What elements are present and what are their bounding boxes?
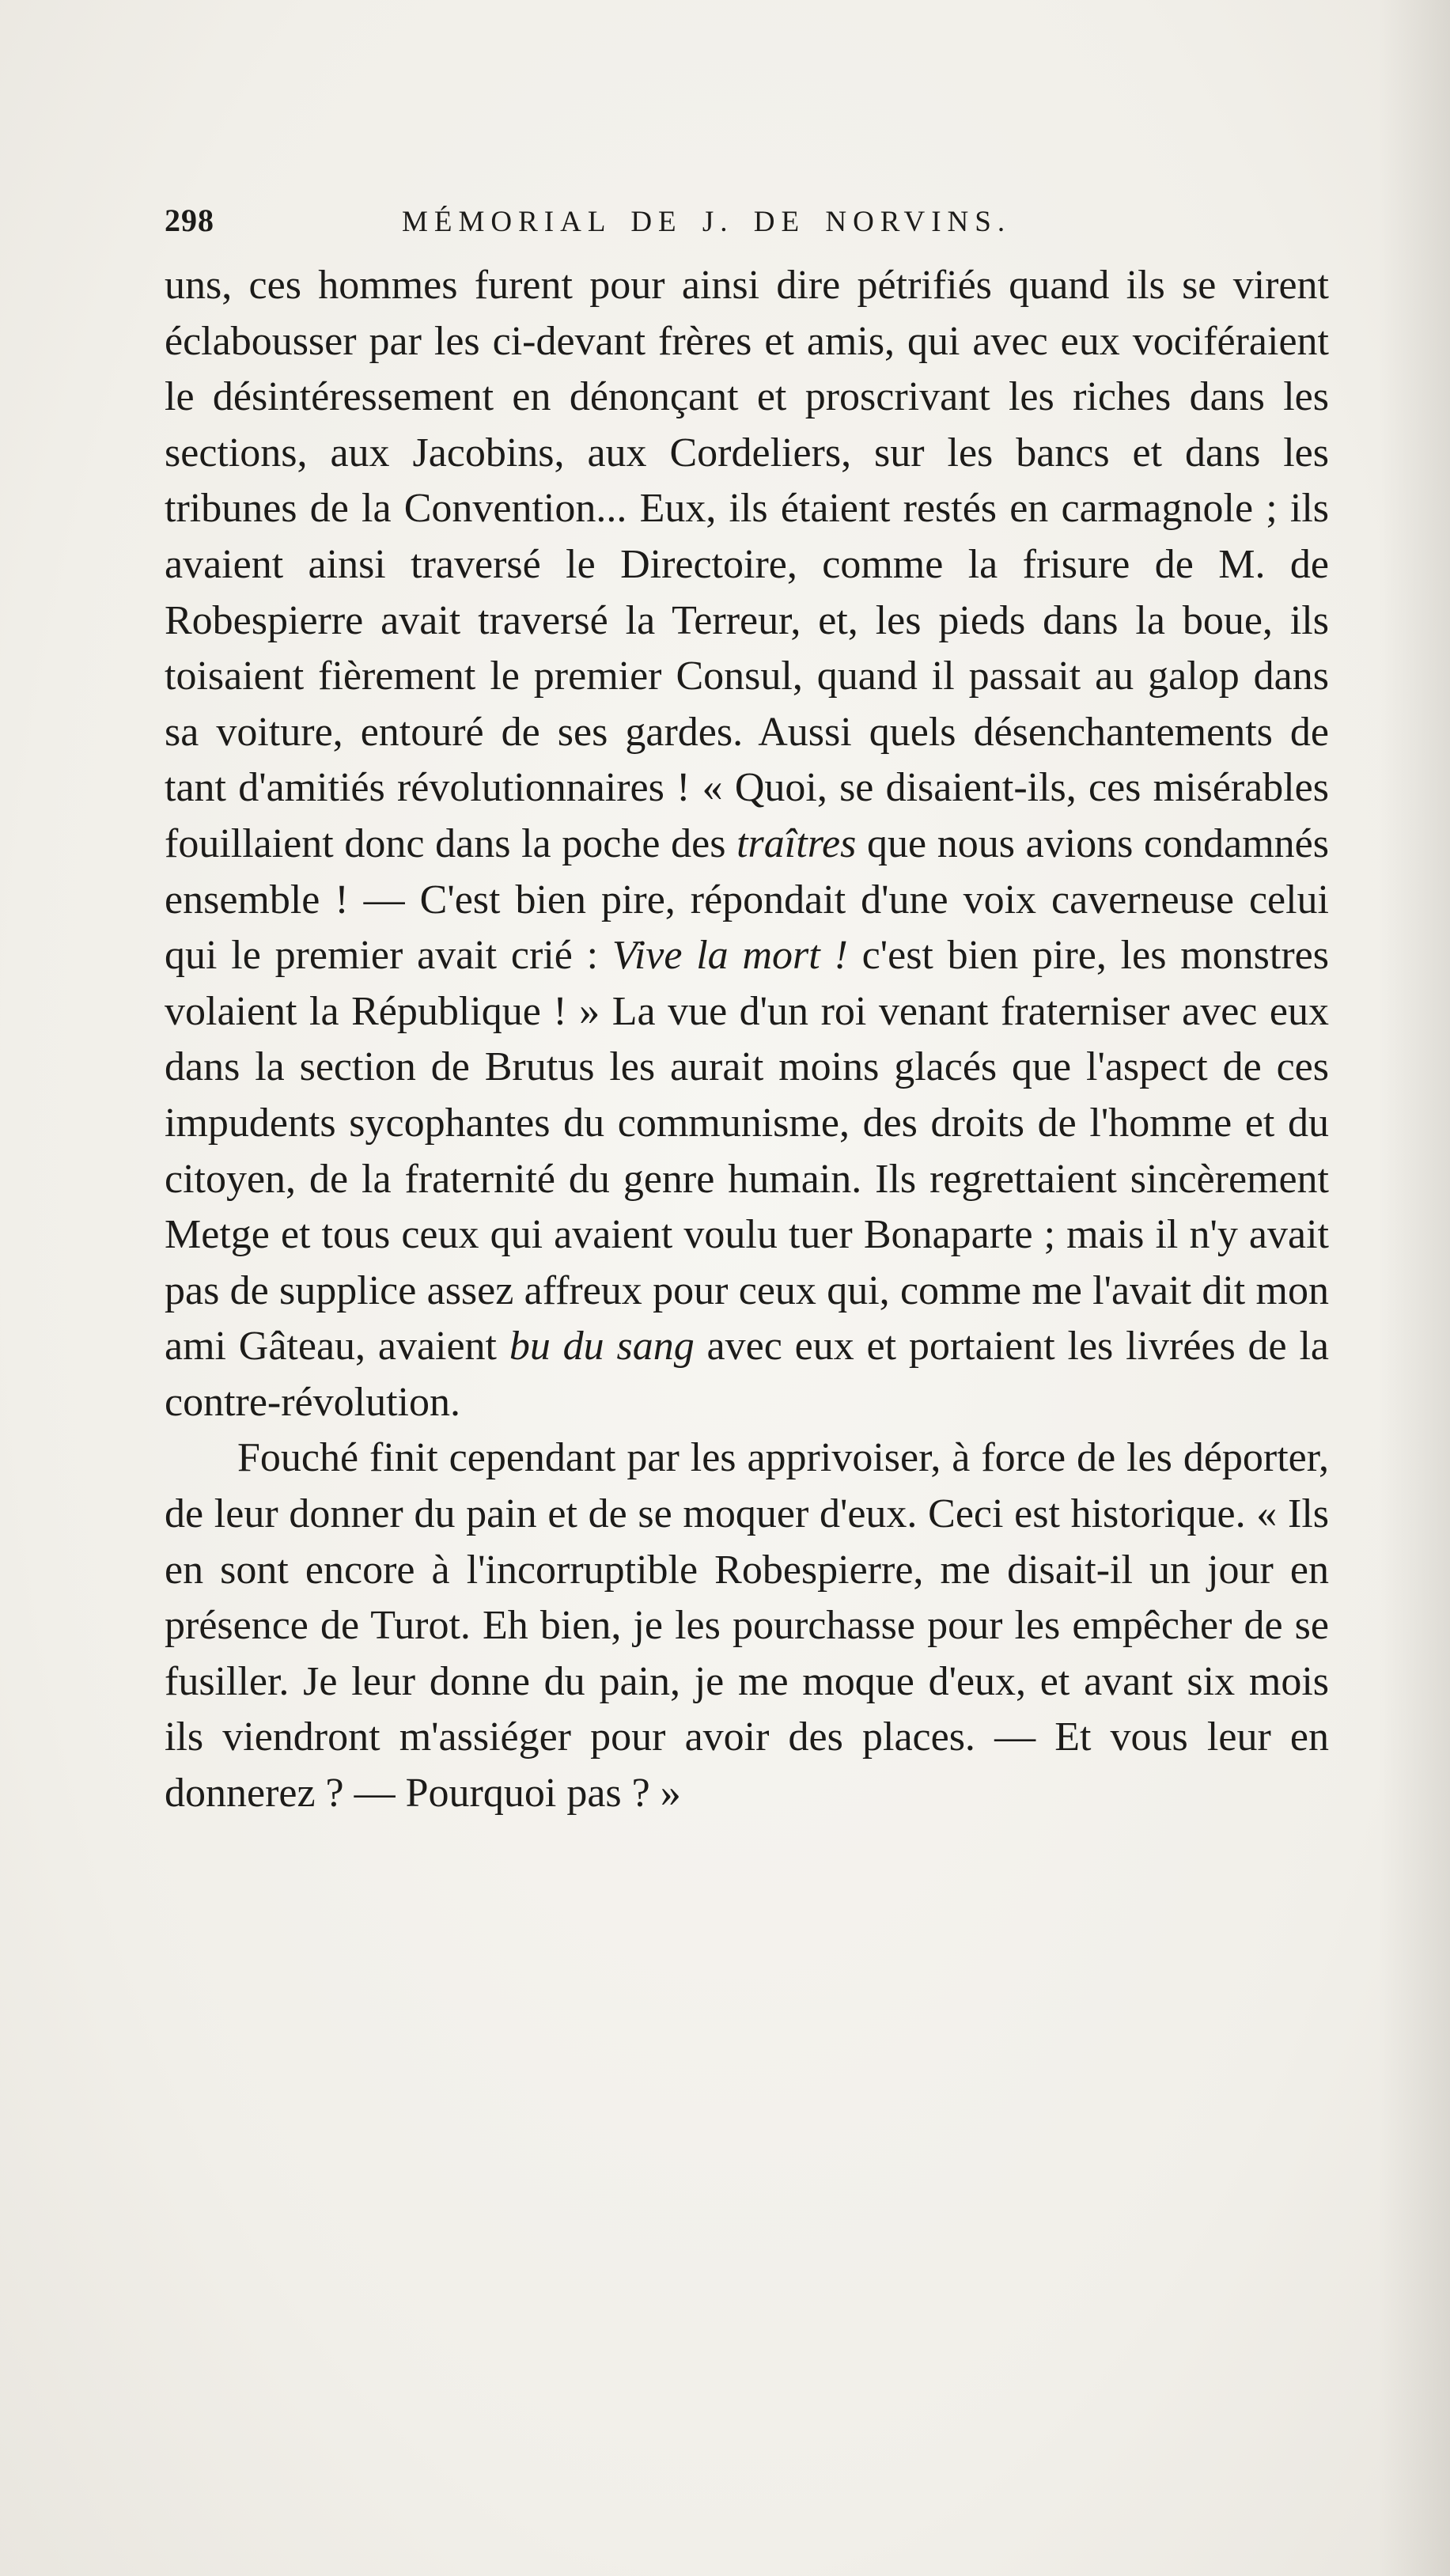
italic-bu-du-sang: bu du sang [509, 1324, 695, 1369]
italic-vive-la-mort: Vive la mort ! [611, 933, 848, 979]
body-text [165, 258, 1329, 1822]
page-header [165, 202, 1319, 249]
paragraph-2 [165, 1430, 1329, 1821]
page-edge-shadow [1379, 0, 1450, 2576]
italic-traitres: traîtres [736, 820, 857, 866]
paragraph-1-text-3: c'est bien pire, les monstres volaient la République ! » La vue d'un roi venant fraterniser avec eux dans la section de Brutus les aurait moins glacés que l'aspect de ces impudents sycophantes du communisme, des droits de l'homme et du citoyen, de la fraternité du genre humain. Ils regrettaient sincèrement Metge et tous ceux qui avaient voulu tuer Bonaparte ; mais il n'y avait pas de supplice assez affreux pour ceux qui, comme me l'avait dit mon ami Gâteau, avaient [165, 933, 1329, 1369]
paragraph-1-text-4: avec eux et portaient les livrées de la contre-révolution. [165, 1324, 1329, 1425]
page-number: 298 [165, 203, 214, 238]
running-title: MÉMORIAL DE J. DE NORVINS. [402, 206, 1012, 238]
paragraph-1-text-1: uns, ces hommes furent pour ainsi dire pétrifiés quand ils se virent éclabousser par les ci-devant frères et amis, qui avec eux vociféraient le désintéressement en dénonçant et proscrivant les riches dans les sections, aux Jacobins, aux Cordeliers, sur les bancs et dans les tribunes de la Convention... Eux, ils étaient restés en carmagnole ; ils avaient ainsi traversé le Directoire, comme la frisure de M. de Robespierre avait traversé la Terreur, et, les pieds dans la boue, ils toisaient fièrement le premier Consul, quand il passait au galop dans sa voiture, entouré de ses gardes. Aussi quels désenchantements de tant d'amitiés révolutionnaires ! « Quoi, se disaient-ils, ces misérables fouillaient donc dans la poche des [165, 263, 1329, 866]
paragraph-1 [165, 258, 1329, 1430]
paragraph-2-text: Fouché finit cependant par les apprivoiser, à force de les déporter, de leur donner du pain et de se moquer d'eux. Ceci est historique. « Ils en sont encore à l'incorruptible Robespierre, me disait-il un jour en présence de Turot. Eh bien, je les pourchasse pour les empêcher de se fusiller. Je leur donne du pain, je me moque d'eux, et avant six mois ils viendront m'assiéger pour avoir des places. — Et vous leur en donnerez ? — Pourquoi pas ? » [165, 1435, 1329, 1816]
paragraph-1-text-2: que nous avions condamnés ensemble ! — C'est bien pire, répondait d'une voix caverneuse celui qui le premier avait crié : [165, 820, 1329, 979]
